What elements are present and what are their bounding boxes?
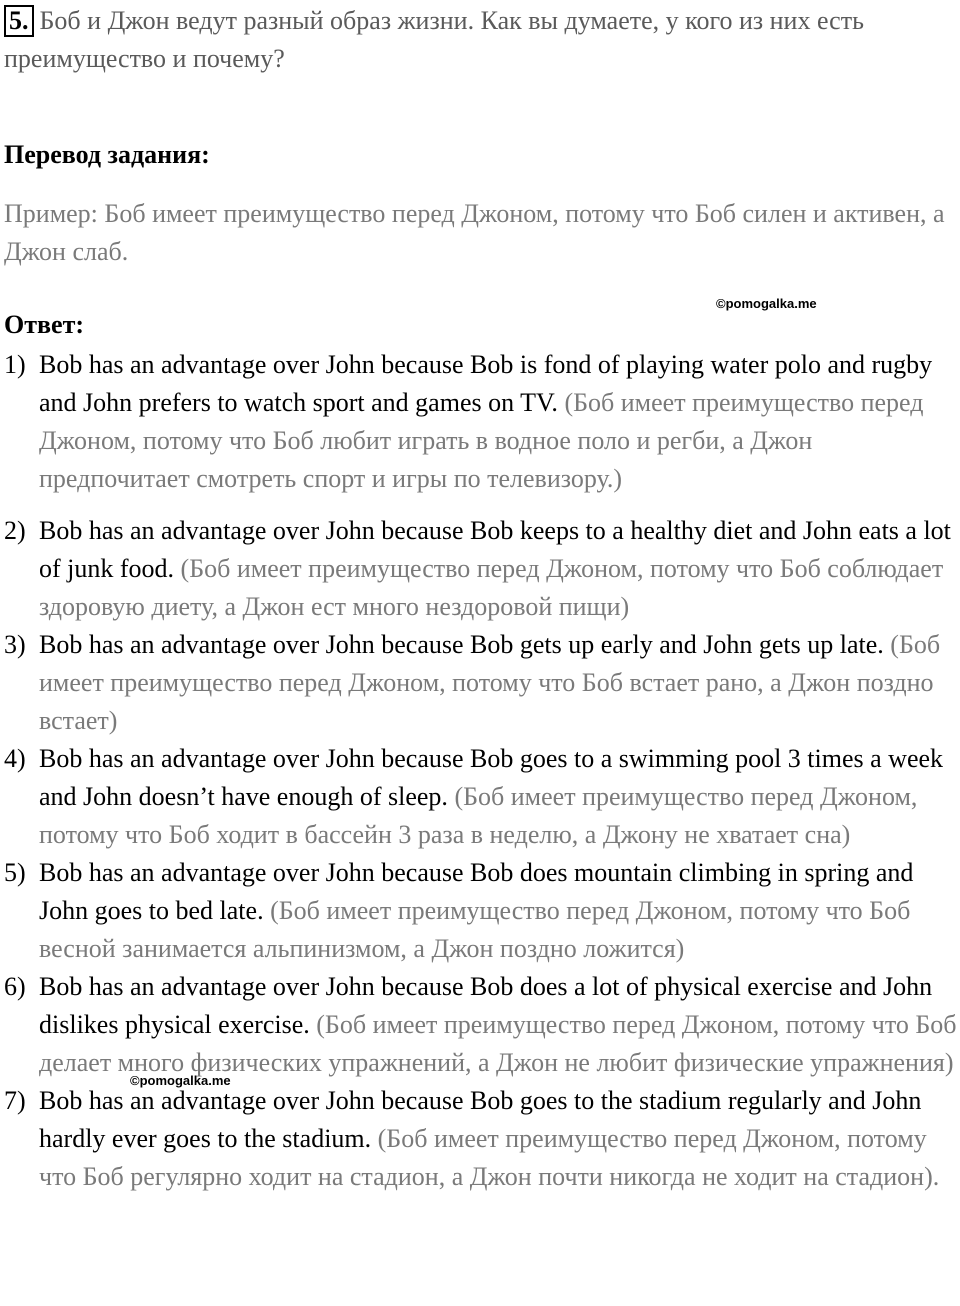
task-statement	[4, 0, 956, 78]
answer-number: 1)	[4, 350, 26, 379]
answer-russian: (Боб имеет преимущество перед Джоном, потому что Боб любит играть в водное поло и регби, а Джон предпочитает смотреть спорт и игры по телевизору.)	[39, 388, 924, 493]
answer-item	[4, 626, 958, 740]
answer-number: 6)	[4, 972, 26, 1001]
answer-russian: (Боб имеет преимущество перед Джоном, потому что Боб весной занимается альпинизмом, а Джон поздно ложится)	[39, 896, 911, 963]
watermark: ©pomogalka.me	[130, 1073, 231, 1088]
answer-heading: Ответ:	[4, 310, 85, 339]
answer-english: Bob has an advantage over John because Bob goes to a swimming pool 3 times a week and John doesn’t have enough of sleep.	[39, 744, 944, 811]
answer-item	[4, 740, 958, 854]
answer-number: 7)	[4, 1086, 26, 1115]
answer-list	[4, 346, 958, 1196]
watermark: ©pomogalka.me	[716, 296, 817, 311]
answer-item	[4, 968, 958, 1082]
answer-english: Bob has an advantage over John because Bob gets up early and John gets up late.	[39, 630, 884, 659]
answer-number: 4)	[4, 744, 26, 773]
answer-english: Bob has an advantage over John because Bob is fond of playing water polo and rugby and John prefers to watch sport and games on TV.	[39, 350, 933, 417]
answer-russian: (Боб имеет преимущество перед Джоном, потому что Боб ходит в бассейн 3 раза в неделю, а Джону не хватает сна)	[39, 782, 918, 849]
answer-item	[4, 346, 958, 498]
answer-item	[4, 512, 958, 626]
answer-item	[4, 854, 958, 968]
answer-english: Bob has an advantage over John because Bob keeps to a healthy diet and John eats a lot of junk food.	[39, 516, 951, 583]
document-page	[4, 0, 957, 1191]
answer-english: Bob has an advantage over John because Bob does a lot of physical exercise and John dislikes physical exercise.	[39, 972, 933, 1039]
answer-english: Bob has an advantage over John because Bob does mountain climbing in spring and John goes to bed late.	[39, 858, 914, 925]
answer-english: Bob has an advantage over John because Bob goes to the stadium regularly and John hardly ever goes to the stadium.	[39, 1086, 922, 1153]
answer-russian: (Боб имеет преимущество перед Джоном, потому что Боб регулярно ходит на стадион, а Джон почти никогда не ходит на стадион).	[39, 1124, 940, 1191]
answer-number: 5)	[4, 858, 26, 887]
answer-number: 3)	[4, 630, 26, 659]
answer-item	[4, 1082, 958, 1196]
answer-russian: (Боб имеет преимущество перед Джоном, потому что Боб делает много физических упражнений, а Джон не любит физические упражнения)	[39, 1010, 957, 1077]
task-number: 5.	[4, 5, 34, 37]
answer-number: 2)	[4, 516, 26, 545]
answer-russian: (Боб имеет преимущество перед Джоном, потому что Боб встает рано, а Джон поздно встает)	[39, 630, 941, 735]
translation-heading: Перевод задания:	[4, 140, 210, 169]
example-text: Пример: Боб имеет преимущество перед Джоном, потому что Боб силен и активен, а Джон слаб.	[4, 199, 945, 266]
answer-russian: (Боб имеет преимущество перед Джоном, потому что Боб соблюдает здоровую диету, а Джон ест много нездоровой пищи)	[39, 554, 944, 621]
task-text: Боб и Джон ведут разный образ жизни. Как вы думаете, у кого из них есть преимущество и почему?	[4, 6, 864, 73]
